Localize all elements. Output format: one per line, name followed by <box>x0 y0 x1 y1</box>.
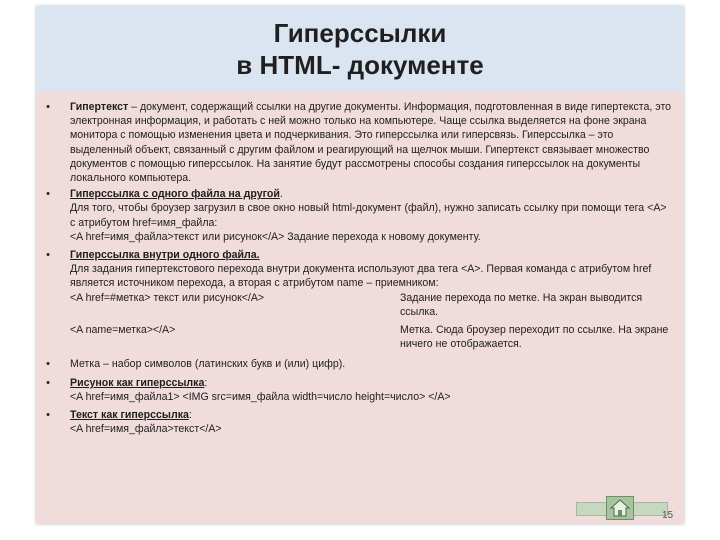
link-between-files-description: Для того, чтобы броузер загрузил в свое окно новый html-документ (файл), нужно записать ссылку при помощи тега <A> с атрибутом href=имя_файла: <box>70 202 667 229</box>
bullet: • <box>46 188 50 201</box>
heading-link-between-files: Гиперссылка с одного файла на другой <box>70 188 280 201</box>
list-item-hypertext <box>36 100 684 185</box>
anchor-href-desc: Задание перехода по метке. На экран выводится ссылка. <box>400 291 643 318</box>
anchor-href-row <box>70 291 672 319</box>
hypertext-definition: – документ, содержащий ссылки на другие документы. Информация, подготовленная в виде гипертекста, это электронная информация, и работать с ней можно только на компьютере. Чаще ссылка выделяется на фоне экрана монитора с помощью изменения цвета и подчеркивания. Это гиперссылка или гиперсвязь. Гиперссылка – это выделенный объект, связанный с другим файлом и реагирующий на щелчок мыши. Гипертекст связывает множество документов с помощью гиперссылок. На занятие будут рассмотрены способы создания гиперссылок на документы локального компьютера. <box>70 101 672 185</box>
slide-content <box>36 92 684 436</box>
anchor-name-desc: Метка. Сюда броузер переходит по ссылке. На экране ничего не отображается. <box>400 324 669 351</box>
slide-title-line-2: в HTML- документе <box>236 50 484 80</box>
text-link-code: <A href=имя_файла>текст</A> <box>70 423 222 436</box>
bullet: • <box>46 101 50 113</box>
slide-navigation[interactable] <box>576 496 666 516</box>
list-item-image-link <box>36 376 684 404</box>
bullet: • <box>46 409 50 422</box>
slide-title-line-1: Гиперссылки <box>273 18 447 48</box>
list-item-link-between-files <box>36 187 684 244</box>
bullet: • <box>46 249 50 262</box>
anchor-name-code: <A name=метка></A> <box>70 324 176 337</box>
anchor-href-code: <A href=#метка> текст или рисунок</A> <box>70 291 265 304</box>
heading-dot: . <box>279 188 283 201</box>
list-item-link-within-file <box>36 248 684 351</box>
bullet: • <box>46 358 50 371</box>
anchor-name-row <box>70 323 672 351</box>
heading-link-within-file: Гиперссылка внутри одного файла. <box>70 249 260 262</box>
title-box <box>36 6 684 92</box>
heading-text-link: Текст как гиперссылка <box>70 409 189 422</box>
slide <box>36 6 684 524</box>
label-definition: Метка – набор символов (латинских букв и (или) цифр). <box>70 358 346 371</box>
heading-colon: : <box>188 409 192 422</box>
image-link-code: <A href=имя_файла1> <IMG src=имя_файла width=число height=число> </A> <box>70 390 451 403</box>
link-between-files-code: <A href=имя_файла>текст или рисунок</A> Задание перехода к новому документу. <box>70 230 481 243</box>
link-within-file-description: Для задания гипертекстового перехода внутри документа используют два тега <A>. Первая команда с атрибутом href является источником перехода, а вторая с атрибутом name – приемником: <box>70 263 652 290</box>
home-button[interactable] <box>606 496 634 520</box>
term-hypertext: Гипертекст <box>70 101 129 113</box>
list-item-label-definition <box>36 357 684 371</box>
home-icon <box>607 497 633 519</box>
bullet: • <box>46 376 50 389</box>
list-item-text-link <box>36 408 684 436</box>
page-number: 15 <box>662 510 674 521</box>
heading-colon: : <box>204 376 208 389</box>
heading-image-link: Рисунок как гиперссылка <box>70 376 205 389</box>
